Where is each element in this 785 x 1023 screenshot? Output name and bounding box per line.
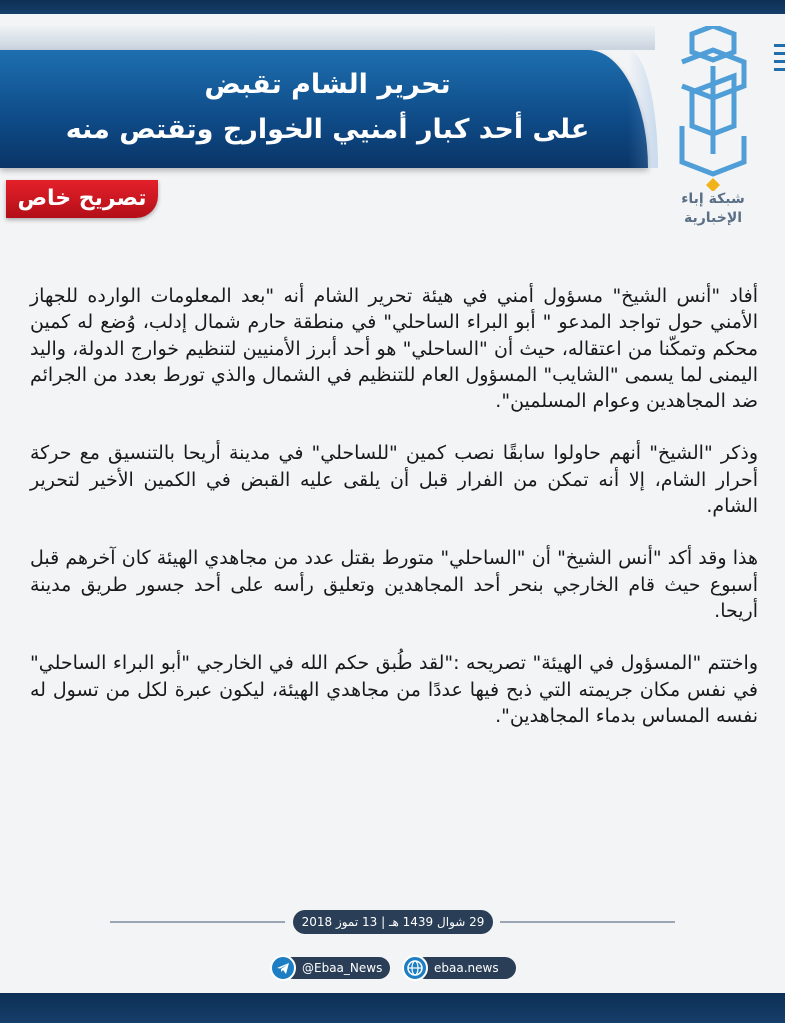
- paragraph: واختتم "المسؤول في الهيئة" تصريحه :"لقد طُبق حكم الله في الخارجي "أبو البراء الساحلي" في نفس مكان جريمته التي ذبح فيها عددًا من مجاهدي الهيئة، ليكون عبرة لكل من تسول له نفسه المساس بدماء المجاهدين".: [30, 652, 758, 727]
- statement-tag: تصريح خاص: [6, 180, 158, 218]
- brand-name: [670, 190, 756, 228]
- bottom-strip: [0, 993, 785, 1023]
- ebaa-calligraphy-logo-icon: [668, 26, 758, 191]
- headline: [20, 62, 635, 152]
- paragraph: أفاد "أنس الشيخ" مسؤول أمني في هيئة تحرير الشام أنه "بعد المعلومات الوارده للجهاز الأمني حول تواجد المدعو " أبو البراء الساحلي" في منطقة حارم شمال إدلب، وُضع له كمين محكم وتمكّنا من اعتقاله، حيث أن "الساحلي" هو أحد أبرز الأمنيين لتنظيم خوارج الدولة، واليد اليمنى لما يسمى "الشايب" المسؤول العام للتنظيم في الشمال والذي تورط بعدد من الجرائم ضد المجاهدين وعوام المسلمين".: [30, 285, 758, 413]
- telegram-handle[interactable]: [282, 957, 390, 979]
- header-light-bar: [0, 26, 655, 50]
- brand-name-line-2: الإخبارية: [683, 210, 743, 226]
- paragraph: وذكر "الشيخ" أنهم حاولوا سابقًا نصب كمين "للساحلي" في مدينة أريحا بالتنسيق مع حركة أحرار الشام، إلا أنه تمكن من الفرار قبل أن يلقى عليه القبض في الكمين الأخير لتحرير الشام.: [30, 442, 758, 518]
- website-text: ebaa.news: [434, 961, 499, 975]
- headline-line-1: تحرير الشام تقبض: [204, 69, 451, 100]
- globe-icon: [402, 955, 428, 981]
- article-body: [30, 283, 758, 755]
- telegram-handle-text: @Ebaa_News: [302, 961, 383, 975]
- website-link[interactable]: [414, 957, 516, 979]
- divider-right: [500, 921, 675, 923]
- brand-name-line-1: شبكة إباء: [681, 191, 745, 207]
- divider-left: [110, 921, 285, 923]
- telegram-icon: [270, 955, 296, 981]
- top-strip: [0, 0, 785, 14]
- publish-date: 29 شوال 1439 هـ | 13 تموز 2018: [293, 910, 493, 934]
- headline-line-2: على أحد كبار أمنيي الخوارج وتقتص منه: [65, 114, 590, 145]
- decorative-marks: [774, 44, 785, 79]
- paragraph: هذا وقد أكد "أنس الشيخ" أن "الساحلي" متورط بقتل عدد من مجاهدي الهيئة كان آخرهم قبل أسبوع حيث قام الخارجي بنحر أحد المجاهدين وتعليق رأسه على أحد جسور طريق مدينة أريحا.: [30, 547, 758, 622]
